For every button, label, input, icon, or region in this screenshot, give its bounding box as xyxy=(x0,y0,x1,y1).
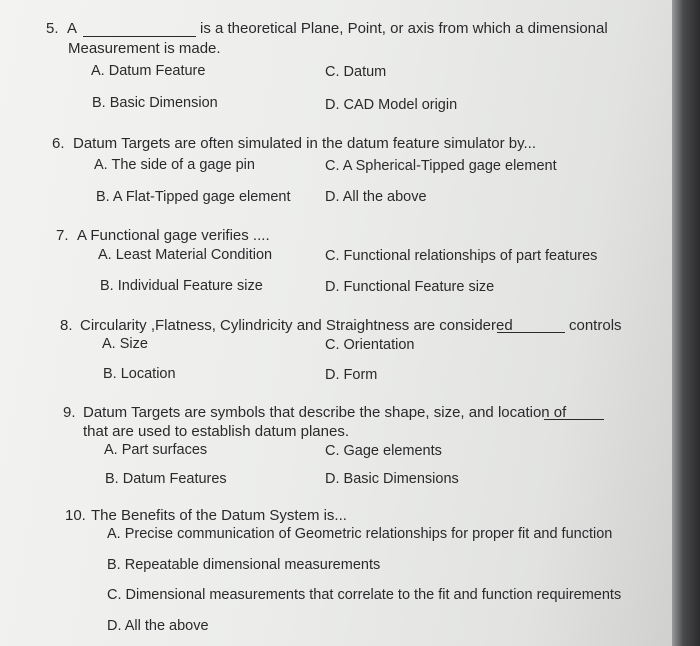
q5-option-a[interactable]: A. Datum Feature xyxy=(91,63,206,79)
q5-number: 5. xyxy=(46,20,59,37)
q8-stem-end: controls xyxy=(569,317,622,334)
q7-option-c[interactable]: C. Functional relationships of part features xyxy=(325,248,598,264)
q10-option-b[interactable]: B. Repeatable dimensional measurements xyxy=(107,557,381,573)
q10-number: 10. xyxy=(65,507,86,524)
q9-number: 9. xyxy=(63,404,76,421)
q5-answer-blank[interactable] xyxy=(83,36,196,37)
q6-option-d[interactable]: D. All the above xyxy=(325,189,427,205)
q10-option-a[interactable]: A. Precise communication of Geometric relationships for proper fit and function xyxy=(107,526,613,542)
page-edge-shadow xyxy=(672,0,700,646)
q8-option-a[interactable]: A. Size xyxy=(102,336,148,352)
q5-option-c[interactable]: C. Datum xyxy=(325,64,387,80)
q5-option-d[interactable]: D. CAD Model origin xyxy=(325,97,458,113)
q7-number: 7. xyxy=(56,227,69,244)
q6-option-b[interactable]: B. A Flat-Tipped gage element xyxy=(96,189,291,205)
q6-stem: Datum Targets are often simulated in the datum feature simulator by... xyxy=(73,135,537,152)
q9-option-c[interactable]: C. Gage elements xyxy=(325,443,442,459)
q7-option-b[interactable]: B. Individual Feature size xyxy=(100,278,263,294)
q5-option-b[interactable]: B. Basic Dimension xyxy=(92,95,218,111)
q7-option-d[interactable]: D. Functional Feature size xyxy=(325,279,495,295)
q8-stem-start: Circularity ,Flatness, Cylindricity and Straightness are considered xyxy=(80,317,513,334)
q8-option-d[interactable]: D. Form xyxy=(325,367,378,383)
q7-option-a[interactable]: A. Least Material Condition xyxy=(98,247,273,263)
q10-stem: The Benefits of the Datum System is... xyxy=(91,507,347,524)
q9-answer-blank[interactable] xyxy=(544,419,604,420)
q9-stem-line1: Datum Targets are symbols that describe the shape, size, and location of xyxy=(83,404,567,421)
q9-stem-line2: that are used to establish datum planes. xyxy=(83,423,350,440)
q5-stem-start: A xyxy=(67,20,78,37)
q8-answer-blank[interactable] xyxy=(497,332,565,333)
q8-number: 8. xyxy=(60,317,73,334)
q6-option-c[interactable]: C. A Spherical-Tipped gage element xyxy=(325,158,557,174)
q5-stem-end: is a theoretical Plane, Point, or axis from which a dimensional xyxy=(200,20,608,37)
q9-option-d[interactable]: D. Basic Dimensions xyxy=(325,471,459,487)
q8-option-c[interactable]: C. Orientation xyxy=(325,337,415,353)
q10-option-c[interactable]: C. Dimensional measurements that correlate to the fit and function requirements xyxy=(107,587,622,603)
q9-option-b[interactable]: B. Datum Features xyxy=(105,471,227,487)
q6-option-a[interactable]: A. The side of a gage pin xyxy=(94,157,255,173)
q7-stem: A Functional gage verifies .... xyxy=(77,227,270,244)
q9-option-a[interactable]: A. Part surfaces xyxy=(104,442,208,458)
q5-stem-line2: Measurement is made. xyxy=(68,40,221,57)
q8-option-b[interactable]: B. Location xyxy=(103,366,176,382)
q10-option-d[interactable]: D. All the above xyxy=(107,618,209,634)
q6-number: 6. xyxy=(52,135,65,152)
